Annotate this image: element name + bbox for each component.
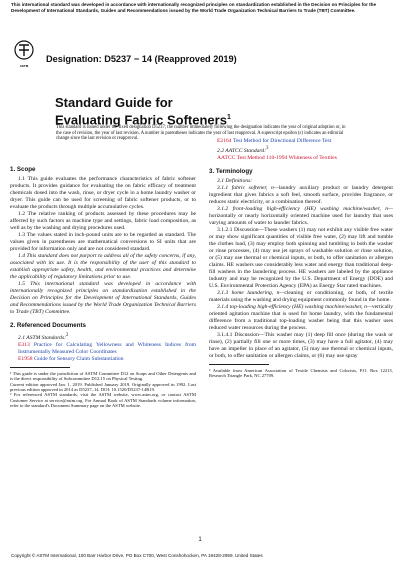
title-line-2: Evaluating Fabric Softeners$^1$ xyxy=(55,112,231,128)
left-column xyxy=(10,160,196,409)
definition-fabric-softener: 3.1.1 fabric softener, n—laundry auxiliary product or laundry detergent ingredient that gives fabrics a soft feel, smooth surface, provides fragrance, or reduces static electricity, or a combination thereof. xyxy=(209,184,393,205)
paragraph-1-2: 1.2 The relative ranking of products assessed by these procedures may be affected by such factors as machine type and settings, fabric load composition, as well as by the washing and drying procedures used. xyxy=(10,211,196,231)
document-title xyxy=(55,95,231,127)
footnote-divider xyxy=(10,367,70,368)
astm-logo-icon xyxy=(12,40,36,70)
paragraph-1-4: 1.4 This standard does not purport to address all of the safety concerns, if any, associated with its use. It is the responsibility of the user of this standard to establish appropriate safety, health, and environmental practices and determine the applicability of regulatory limitations prior to use. xyxy=(10,253,196,280)
title-line-1: Standard Guide for xyxy=(55,95,173,110)
designation: Designation: D5237 − 14 (Reapproved 2019) xyxy=(46,54,237,64)
paragraph-2-1: 2.1 ASTM Standards:$^2$ xyxy=(18,333,69,341)
paragraph-3-1: 3.1 Definitions: xyxy=(217,177,253,184)
scope-heading: 1. Scope xyxy=(10,166,36,173)
terminology-heading: 3. Terminology xyxy=(209,167,253,175)
svg-text:ASTM: ASTM xyxy=(19,64,29,68)
title-footnote-ref: 1 xyxy=(226,114,231,121)
footnote-divider-right xyxy=(209,364,269,365)
right-column xyxy=(209,138,393,379)
definition-front-loading-he: 3.1.2 front-loading high-efficiency (HE) washing machine/washer, n—horizontally or nearly horizontally oriented machine used for laundry that uses varying amounts of water to launder fabrics. xyxy=(209,205,393,226)
wto-notice: This international standard was developed in accordance with internationally recognized principles on standardization established in the Decision on Principles for the Development of International Standards, Guides and Recommendations issued by the World Trade Organization Technical Barriers to Trade (TBT) Committee. xyxy=(11,2,377,13)
reference-e313[interactable]: E313 Practice for Calculating Yellowness and Whiteness Indices from Instrumentally Measured Color Coordinates xyxy=(18,341,196,355)
referenced-documents-heading: 2. Referenced Documents xyxy=(10,322,86,329)
footnote-2: ² For referenced ASTM standards, visit the ASTM website, www.astm.org, or contact ASTM Customer Service at service@astm.org. For Annual Book of ASTM Standards volume information, refer to the standard's Document Summary page on the ASTM website. xyxy=(10,392,196,409)
discussion-3-1-4-1: 3.1.4.1 Discussion—This washer may (1) deep fill once (during the wash or rinse), (2) partially fill one or more times, (3) may have a full agitator, (4) may have an impeller in place of an agitator, (5) may use thermal or chemical inputs, or both, to offer sanitation or allergen claims, or (6) may use spray xyxy=(209,331,393,359)
paragraph-1-1: 1.1 This guide evaluates the performance characteristics of fabric softener products. It provides guidance for evaluating the on fabric efficacy of treatment chemicals dosed into the wash, rinse, or dryer cycle in a home laundry washer or dryer. This guide can be used for screening of fabric softener products, or to evaluate the products through multiple accumulative cycles. xyxy=(10,176,196,210)
issuance-note: This standard is issued under the fixed designation D5237; the number immediately following the designation indicates the year of original adoption or, in the case of revision, the year of last revision. A number in parentheses indicates the year of last reapproval. A superscript epsilon (ε) indicates an editorial change since the last revision or reapproval. xyxy=(56,125,346,142)
paragraph-2-2: 2.2 AATCC Standard:$^3$ xyxy=(217,146,269,154)
discussion-3-1-2-1: 3.1.2.1 Discussion—These washers (1) may not exhibit any visible free water or may show significant quantities of visible free water, (2) may lift and tumble the clothes load, (3) may employ both spinning and tumbling in both the washer or rinse processes, (4) may use jet sprays of washable solution or rinse solution, or (5) may use thermal or chemical inputs, or both, to offer sanitation or allergen claims. HE washers use considerably less water and energy than traditional deep-fill washers in the laundering process. HE washers are labeled by the appliance industry and may be recognized by the U.S. Department of Energy (DOE) and U.S. Environmental Protection Agency (EPA) as Energy Star rated machines. xyxy=(209,226,393,289)
paragraph-1-3: 1.3 The values stated in inch-pound units are to be regarded as standard. The values given in parentheses are mathematical conversions to SI units that are provided for information only and are not considered standard. xyxy=(10,232,196,252)
definition-top-loading-he: 3.1.4 top-loading high-efficiency (HE) washing machine/washer, n—vertically oriented agitation machine that is used for home laundry, with the fundamental difference from a traditional top-loading washer being that this washer uses reduced water resources during the process. xyxy=(209,303,393,331)
footnote-3: ³ Available from American Association of Textile Chemists and Colorists, P.O. Box 12215, Research Triangle Park, NC 27709. xyxy=(209,367,393,379)
reference-aatcc-110[interactable]: AATCC Test Method 110-1994 Whiteness of Textiles xyxy=(217,154,337,161)
footnote-1: ¹ This guide is under the jurisdiction of ASTM Committee D12 on Soaps and Other Detergents and is the direct responsibility of Subcommittee D12.15 on Physical Testing. xyxy=(10,370,196,382)
footnote-1-edition: Current edition approved Jan. 1, 2019. Published January 2019. Originally approved in 1992. Last previous edition approved in 2014 as D5237–14. DOI: 10.1520/D5237-14R19. xyxy=(10,381,196,393)
copyright-line: Copyright © ASTM International, 100 Barr Harbor Drive, PO Box C700, West Conshohocken, PA 19428-2959. United States xyxy=(11,553,263,558)
definition-home-laundering: 3.1.3 home laundering, n—cleaning or conditioning, or both, of textile materials using the washing and drying equipment commonly found in the home. xyxy=(209,289,393,303)
reference-e1958[interactable]: E1958 Guide for Sensory Claim Substantiation xyxy=(18,355,124,362)
reference-e2164[interactable]: E2164 Test Method for Directional Difference Test xyxy=(217,138,332,144)
paragraph-1-5: 1.5 This international standard was developed in accordance with internationally recognized principles on standardization established in the Decision on Principles for the Development of International Standards, Guides and Recommendations issued by the World Trade Organization Technical Barriers to Trade (TBT) Committee. xyxy=(10,281,196,315)
page-number: 1 xyxy=(198,537,202,543)
